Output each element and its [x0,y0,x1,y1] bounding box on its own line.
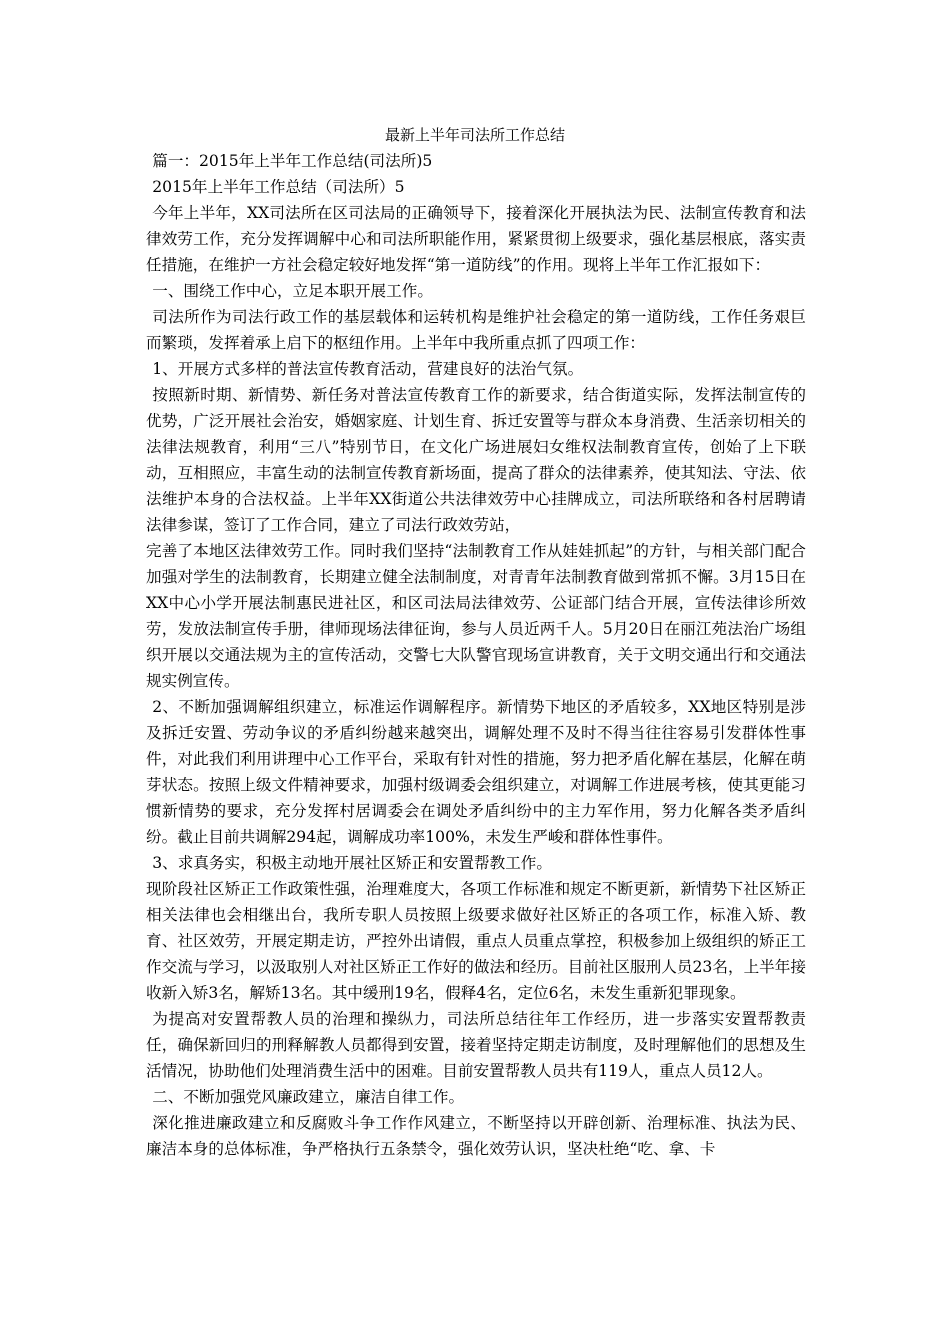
paragraph: 1、开展方式多样的普法宣传教育活动，营建良好的法治气氛。 [152,360,584,378]
paragraph: 司法所作为司法行政工作的基层载体和运转机构是维护社会稳定的第一道防线，工作任务艰巨而繁琐，发挥着承上启下的枢纽作用。上半年中我所重点抓了四项工作： [146,308,806,352]
paragraph: 深化推进廉政建立和反腐败斗争工作作风建立，不断坚持以开辟创新、治理标准、执法为民、廉洁本身的总体标准，争严格执行五条禁令，强化效劳认识，坚决杜绝“吃、拿、卡 [146,1114,806,1158]
paragraph: 2015年上半年工作总结（司法所）5 [152,178,405,196]
paragraph: 2、不断加强调解组织建立，标准运作调解程序。新情势下地区的矛盾较多，XX地区特别是涉及拆迁安置、劳动争议的矛盾纠纷越来越突出，调解处理不及时不得当往往容易引发群体性事件，对此我们利用讲理中心工作平台，采取有针对性的措施，努力把矛盾化解在基层，化解在萌芽状态。按照上级文件精神要求，加强村级调委会组织建立，对调解工作进展考核，使其更能习惯新情势的要求，充分发挥村居调委会在调处矛盾纠纷中的主力军作用，努力化解各类矛盾纠纷。截止目前共调解294起，调解成功率100%，未发生严峻和群体性事件。 [146,698,806,846]
paragraph: 二、不断加强党风廉政建立，廉洁自律工作。 [152,1088,465,1106]
paragraph: 按照新时期、新情势、新任务对普法宣传教育工作的新要求，结合街道实际，发挥法制宣传的优势，广泛开展社会治安，婚姻家庭、计划生育、拆迁安置等与群众本身消费、生活亲切相关的法律法规教育，利用“三八”特别节日，在文化广场进展妇女维权法制教育宣传，创始了上下联动，互相照应，丰富生动的法制宣传教育新场面，提高了群众的法律素养，使其知法、守法、依法维护本身的合法权益。上半年XX街道公共法律效劳中心挂牌成立，司法所联络和各村居聘请法律参谋，签订了工作合同，建立了司法行政效劳站， [146,386,806,534]
paragraph: 今年上半年，XX司法所在区司法局的正确领导下，接着深化开展执法为民、法制宣传教育和法律效劳工作，充分发挥调解中心和司法所职能作用，紧紧贯彻上级要求，强化基层根底，落实责任措施，在维护一方社会稳定较好地发挥“第一道防线”的作用。现将上半年工作汇报如下： [146,204,806,274]
document-body [146,148,806,1162]
paragraph: 一、围绕工作中心，立足本职开展工作。 [152,282,433,300]
paragraph: 篇一：2015年上半年工作总结(司法所)5 [152,152,433,170]
paragraph: 完善了本地区法律效劳工作。同时我们坚持“法制教育工作从娃娃抓起”的方针，与相关部门配合加强对学生的法制教育，长期建立健全法制制度，对青青年法制教育做到常抓不懈。3月15日在XX中心小学开展法制惠民进社区，和区司法局法律效劳、公证部门结合开展，宣传法律诊所效劳，发放法制宣传手册，律师现场法律征询，参与人员近两千人。5月20日在丽江苑法治广场组织开展以交通法规为主的宣传活动，交警七大队警官现场宣讲教育，关于文明交通出行和交通法规实例宣传。 [146,542,806,690]
document-title: 最新上半年司法所工作总结 [384,126,565,144]
paragraph: 为提高对安置帮教人员的治理和操纵力，司法所总结往年工作经历，进一步落实安置帮教责任，确保新回归的刑释解教人员都得到安置，接着坚持定期走访制度，及时理解他们的思想及生活情况，协助他们处理消费生活中的困难。目前安置帮教人员共有119人，重点人员12人。 [146,1010,806,1080]
paragraph: 现阶段社区矫正工作政策性强，治理难度大，各项工作标准和规定不断更新，新情势下社区矫正相关法律也会相继出台，我所专职人员按照上级要求做好社区矫正的各项工作，标准入矫、教育、社区效劳，开展定期走访，严控外出请假，重点人员重点掌控，积极参加上级组织的矫正工作交流与学习，以汲取别人对社区矫正工作好的做法和经历。目前社区服刑人员23名，上半年接收新入矫3名，解矫13名。其中缓刑19名，假释4名，定位6名，未发生重新犯罪现象。 [146,880,806,1002]
paragraph: 3、求真务实，积极主动地开展社区矫正和安置帮教工作。 [152,854,552,872]
